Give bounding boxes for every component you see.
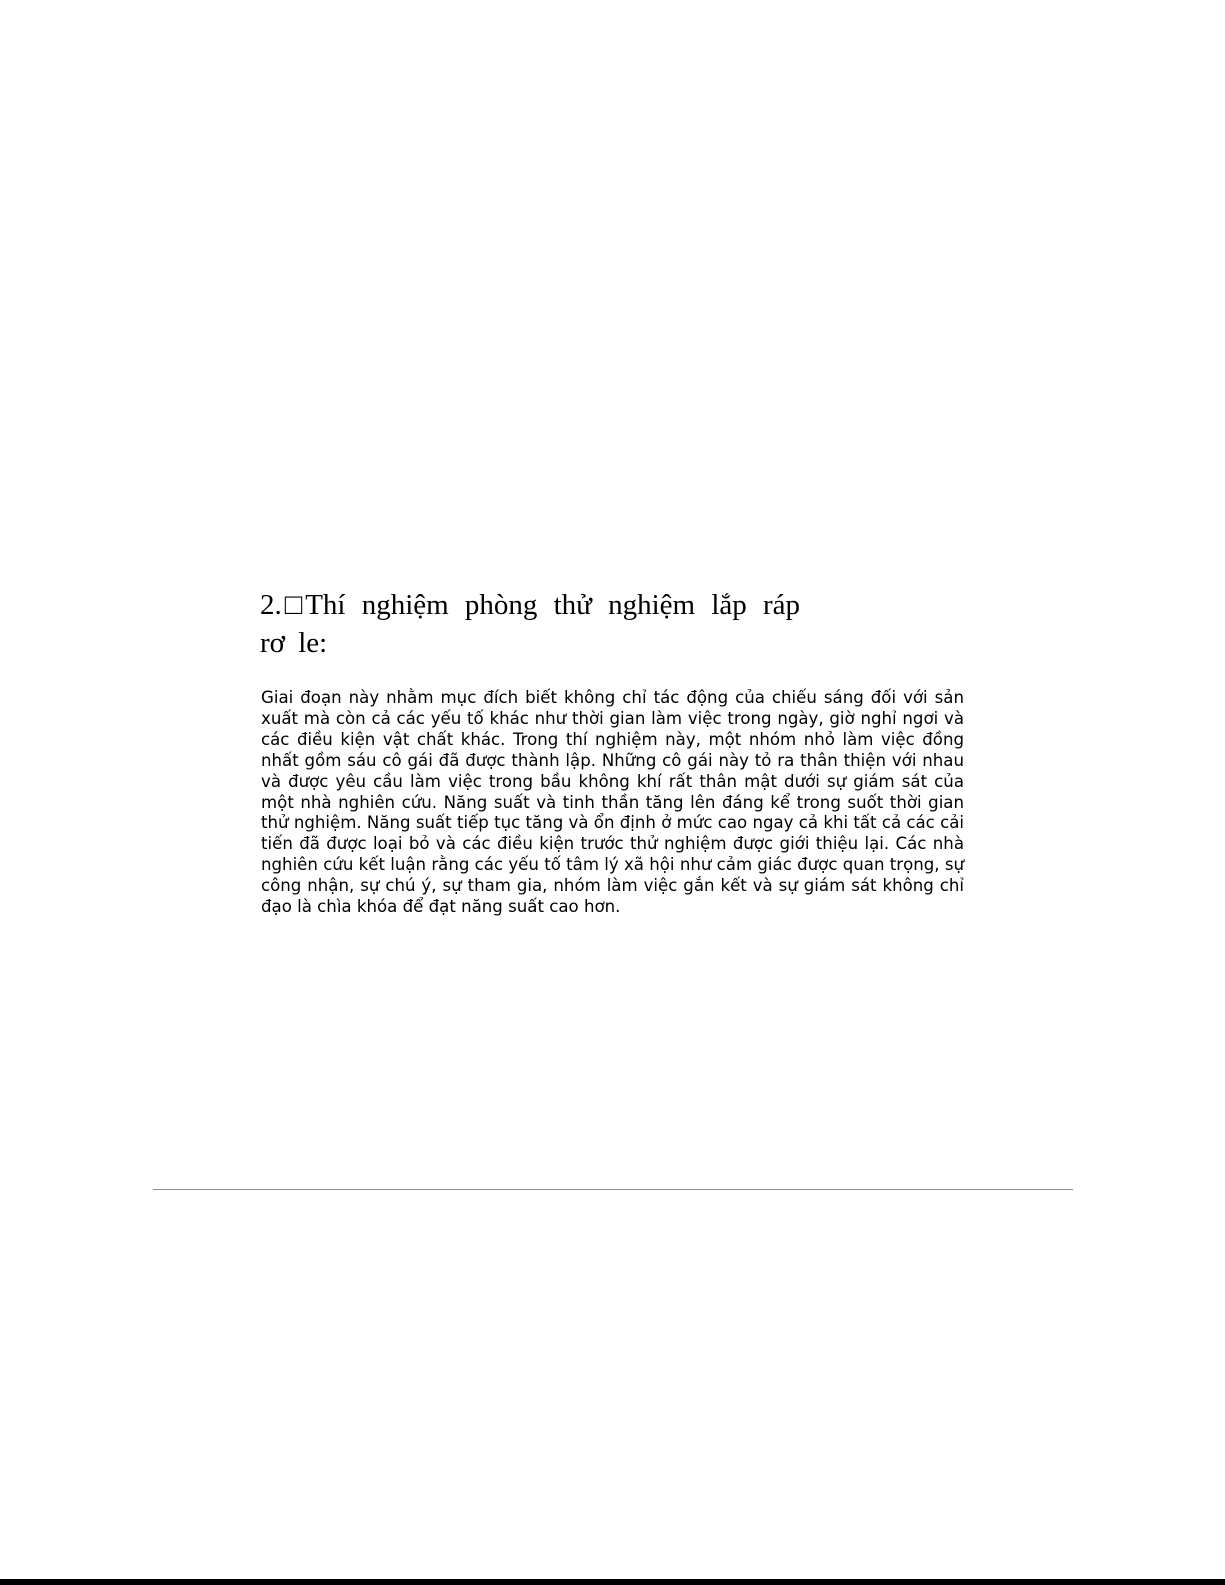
section-paragraph: Giai đoạn này nhằm mục đích biết không chỉ tác động của chiếu sáng đối với sản xuất mà còn cả các yếu tố khác như thời gian làm việc trong ngày, giờ nghỉ ngơi và các điều kiện vật chất khác. Trong thí nghiệm này, một nhóm nhỏ làm việc đồng nhất gồm sáu cô gái đã được thành lập. Những cô gái này tỏ ra thân thiện với nhau và được yêu cầu làm việc trong bầu không khí rất thân mật dưới sự giám sát của một nhà nghiên cứu. Năng suất và tinh thần tăng lên đáng kể trong suốt thời gian thử nghiệm. Năng suất tiếp tục tăng và ổn định ở mức cao ngay cả khi tất cả các cải tiến đã được loại bỏ và các điều kiện trước thử nghiệm được giới thiệu lại. Các nhà nghiên cứu kết luận rằng các yếu tố tâm lý xã hội như cảm giác được quan trọng, sự công nhận, sự chú ý, sự tham gia, nhóm làm việc gắn kết và sự giám sát không chỉ đạo là chìa khóa để đạt năng suất cao hơn.: [261, 688, 964, 917]
section-heading: 2.□Thí nghiệm phòng thử nghiệm lắp ráp rơ le:: [260, 589, 800, 659]
page-divider: [153, 1189, 1073, 1190]
page-bottom-edge: [0, 1579, 1225, 1585]
